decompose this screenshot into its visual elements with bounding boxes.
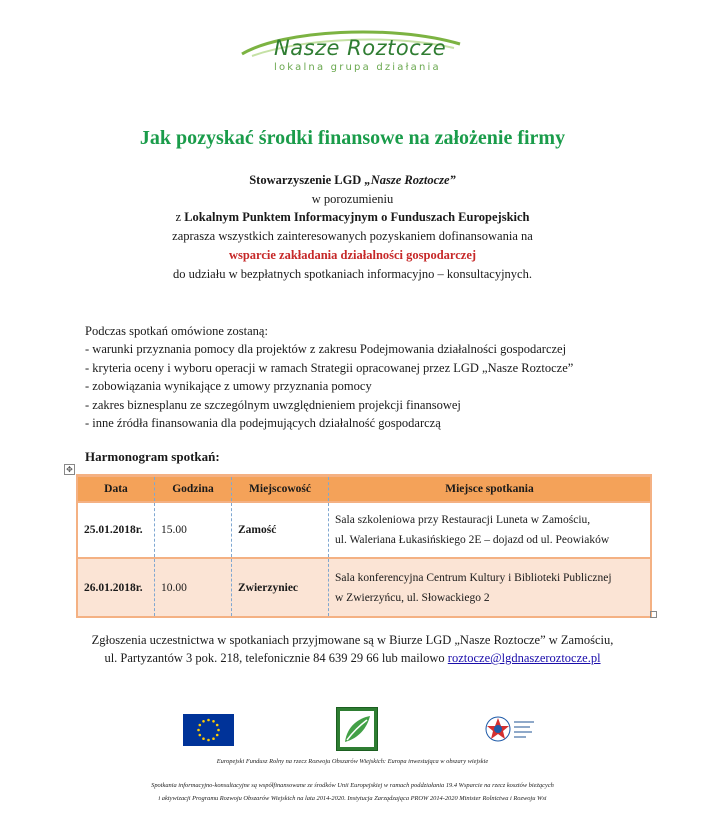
logo-title: Nasze Roztocze <box>274 36 447 60</box>
intro-org-name: „Nasze Roztocze” <box>364 173 456 187</box>
column-header-town: Miejscowość <box>232 476 329 503</box>
intro-line-2: w porozumieniu <box>311 192 394 206</box>
table-row <box>77 558 651 617</box>
logo-subtitle: lokalna grupa działania <box>274 62 441 73</box>
cell-date: 26.01.2018r. <box>77 558 155 617</box>
registration-line-2 <box>0 651 705 666</box>
registration-line-1: Zgłoszenia uczestnictwa w spotkaniach przyjmowane są w Biurze LGD „Nasze Roztocze” w Zamościu, <box>91 633 614 647</box>
topics-heading: Podczas spotkań omówione zostaną: <box>85 324 268 338</box>
intro-org-prefix: Stowarzyszenie LGD <box>249 173 365 187</box>
intro-line-3 <box>0 208 705 226</box>
leader-logo-icon <box>336 707 378 751</box>
topic-item: - zakres biznesplanu ze szczególnym uwzględnieniem projekcji finansowej <box>85 398 461 412</box>
column-header-time: Godzina <box>155 476 232 503</box>
table-move-handle-icon[interactable]: ✥ <box>64 464 75 475</box>
cell-place-line-1: Sala szkoleniowa przy Restauracji Luneta w Zamościu, <box>335 514 591 526</box>
column-header-date: Data <box>77 476 155 503</box>
page-title: Jak pozyskać środki finansowe na założenie firmy <box>139 127 566 149</box>
email-link[interactable]: roztocze@lgdnaszeroztocze.pl <box>447 651 601 665</box>
intro-line-4: zaprasza wszystkich zainteresowanych pozyskaniem dofinansowania na <box>172 229 533 243</box>
topic-item: - warunki przyznania pomocy dla projektów z zakresu Podejmowania działalności gospodarczej <box>85 342 567 356</box>
cell-place-line-1: Sala konferencyjna Centrum Kultury i Biblioteki Publicznej <box>335 571 612 584</box>
cell-town: Zamość <box>232 502 329 558</box>
cell-time: 10.00 <box>155 558 232 617</box>
cell-place <box>329 558 652 617</box>
topic-item: - zobowiązania wynikające z umowy przyznania pomocy <box>85 379 372 393</box>
topic-item: - kryteria oceny i wyboru operacji w ramach Strategii opracowanej przez LGD „Nasze Roztocze” <box>85 361 574 375</box>
intro-line-3-prefix: z <box>175 210 185 224</box>
footer-cofinancing-line-1: Spotkania informacyjno-konsultacyjne są współfinansowane ze środków Unii Europejskiej w ramach poddziałania 19.4 Wsparcie na rzecz kosztów bieżących <box>151 782 554 789</box>
table-header-row <box>77 476 651 503</box>
prow-logo-icon <box>482 709 542 749</box>
schedule-table <box>76 474 652 618</box>
eu-flag-icon <box>183 714 234 746</box>
cell-place <box>329 502 652 558</box>
registration-line-2-prefix: ul. Partyzantów 3 pok. 218, telefonicznie 84 639 29 66 lub mailowo <box>104 651 448 665</box>
cell-place-line-2: w Zwierzyńcu, ul. Słowackiego 2 <box>335 591 490 604</box>
cell-place-line-2: ul. Waleriana Łukasińskiego 2E – dojazd od ul. Peowiaków <box>335 534 610 546</box>
lgd-logo <box>222 22 482 82</box>
intro-line-3-bold: Lokalnym Punktem Informacyjnym o Funduszach Europejskich <box>184 210 530 224</box>
footer-eafrd-line: Europejski Fundusz Rolny na rzecz Rozwoju Obszarów Wiejskich: Europa inwestująca w obszary wiejskie <box>216 758 489 765</box>
footer-cofinancing-line-2: i aktywizacji Programu Rozwoju Obszarów Wiejskich na lata 2014-2020. Instytucja Zarządzająca PROW 2014-2020 Minister Rolnictwa i Rozwoju Wsi <box>158 795 547 802</box>
table-row <box>77 502 651 558</box>
table-resize-handle[interactable] <box>650 611 657 618</box>
cell-date: 25.01.2018r. <box>77 502 155 558</box>
intro-org-line <box>0 171 705 189</box>
intro-highlight: wsparcie zakładania działalności gospodarczej <box>228 248 477 262</box>
column-header-place: Miejsce spotkania <box>329 476 652 503</box>
cell-town: Zwierzyniec <box>232 558 329 617</box>
topic-item: - inne źródła finansowania dla podejmujących działalność gospodarczą <box>85 416 441 430</box>
cell-time: 15.00 <box>155 502 232 558</box>
schedule-heading: Harmonogram spotkań: <box>85 449 220 464</box>
intro-line-6: do udziału w bezpłatnych spotkaniach informacyjno – konsultacyjnych. <box>173 267 532 281</box>
